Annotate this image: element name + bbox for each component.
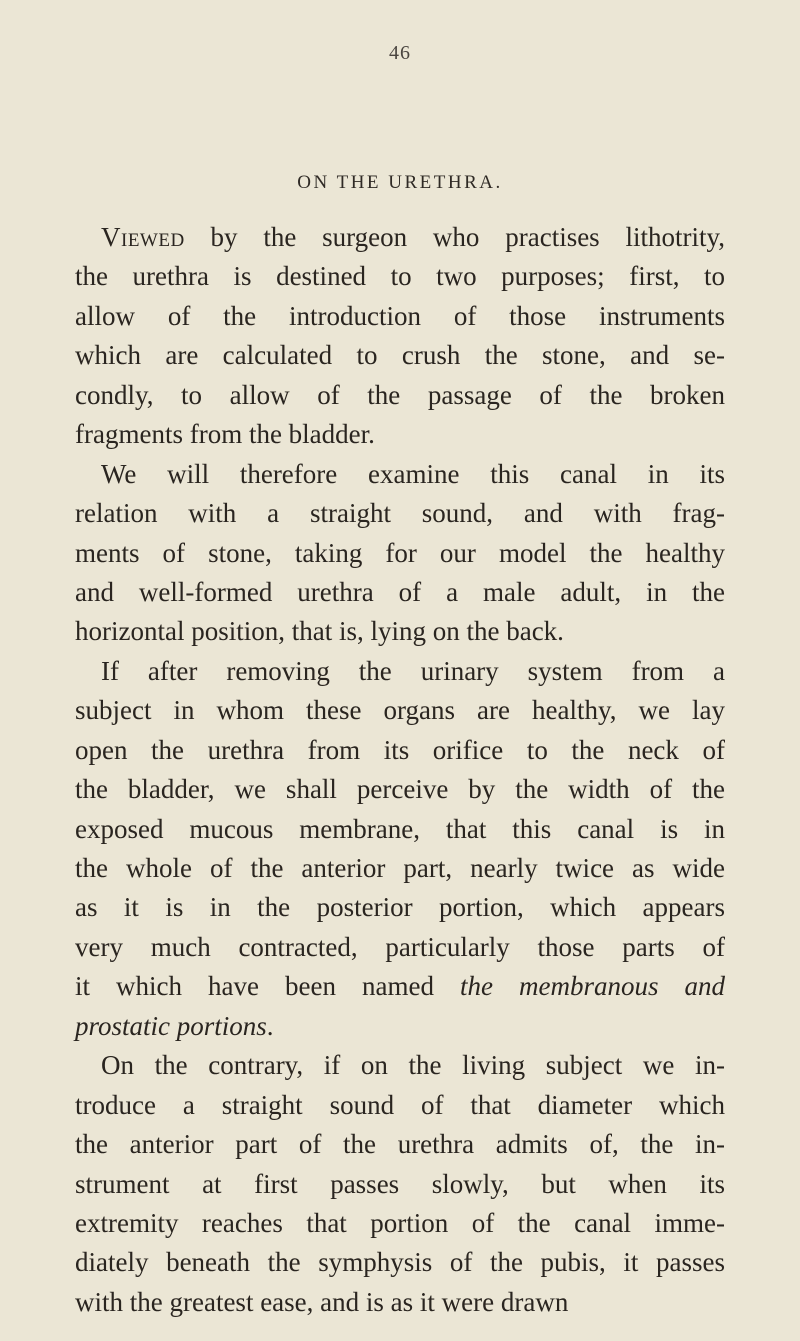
text-line: [75, 1283, 725, 1322]
running-title: ON THE URETHRA.: [297, 172, 503, 193]
text-line: [75, 534, 725, 573]
text-line: [75, 612, 725, 651]
text-line: [75, 928, 725, 967]
paragraph: [75, 1046, 725, 1322]
text-line: [75, 770, 725, 809]
text-line: [75, 1243, 725, 1282]
text-line: [75, 1086, 725, 1125]
text-line: [75, 1125, 725, 1164]
text-line: [75, 376, 725, 415]
text-segment: with the greatest ease, and is as it were drawn: [75, 1286, 569, 1317]
text-segment: by the surgeon who practises lithotrity,: [184, 222, 725, 252]
text-segment: allow of the introduction of those instruments: [75, 300, 725, 331]
text-line: [75, 1204, 725, 1243]
italic-text: the membranous and: [459, 971, 725, 1002]
text-segment: .: [266, 1010, 274, 1041]
paragraph: [75, 218, 725, 455]
paragraph: [75, 652, 725, 1046]
text-segment: the whole of the anterior part, nearly twice as wide: [75, 853, 725, 883]
text-line: [75, 810, 725, 849]
text-line: [75, 573, 725, 612]
text-line: [75, 336, 725, 375]
text-line: [75, 297, 725, 336]
text-line: [75, 257, 725, 296]
small-caps-text: Viewed: [101, 222, 185, 252]
text-segment: the bladder, we shall perceive by the width of the: [75, 774, 725, 805]
text-segment: strument at first passes slowly, but when its: [75, 1168, 725, 1199]
italic-text: prostatic portions: [75, 1010, 267, 1041]
text-line: [75, 1165, 725, 1204]
text-line: [75, 218, 725, 257]
text-line: [75, 691, 725, 730]
text-line: [75, 888, 725, 927]
body-text: [75, 218, 725, 1322]
text-segment: subject in whom these organs are healthy, we lay: [75, 695, 725, 726]
text-line: [75, 731, 725, 770]
text-line: [75, 652, 725, 691]
text-line: [75, 1046, 725, 1085]
text-segment: horizontal position, that is, lying on the back.: [75, 616, 564, 647]
text-segment: On the contrary, if on the living subject we in-: [101, 1050, 725, 1081]
text-line: [75, 494, 725, 533]
text-segment: which are calculated to crush the stone, and se-: [75, 340, 725, 371]
text-segment: If after removing the urinary system from a: [101, 655, 725, 686]
text-segment: condly, to allow of the passage of the broken: [75, 379, 725, 410]
text-segment: and well-formed urethra of a male adult, in the: [75, 576, 725, 607]
text-segment: very much contracted, particularly those parts of: [75, 931, 725, 962]
text-segment: exposed mucous membrane, that this canal is in: [75, 813, 725, 844]
paragraph: [75, 455, 725, 652]
text-segment: the anterior part of the urethra admits of, the in-: [75, 1129, 725, 1160]
text-segment: the urethra is destined to two purposes; first, to: [75, 261, 725, 292]
text-segment: open the urethra from its orifice to the neck of: [75, 734, 725, 765]
text-segment: diately beneath the symphysis of the pubis, it passes: [75, 1247, 725, 1278]
text-line: [75, 849, 725, 888]
text-segment: extremity reaches that portion of the canal imme-: [75, 1207, 725, 1238]
text-segment: as it is in the posterior portion, which appears: [75, 892, 725, 923]
text-segment: We will therefore examine this canal in its: [101, 458, 725, 489]
text-line: [75, 1007, 725, 1046]
page-number: 46: [389, 42, 411, 64]
text-segment: relation with a straight sound, and with frag-: [75, 498, 725, 529]
text-line: [75, 455, 725, 494]
text-segment: ments of stone, taking for our model the healthy: [75, 537, 725, 568]
text-segment: fragments from the bladder.: [75, 419, 375, 450]
text-line: [75, 415, 725, 454]
text-segment: it which have been named: [75, 971, 460, 1002]
text-line: [75, 967, 725, 1006]
text-segment: troduce a straight sound of that diameter which: [75, 1089, 725, 1120]
